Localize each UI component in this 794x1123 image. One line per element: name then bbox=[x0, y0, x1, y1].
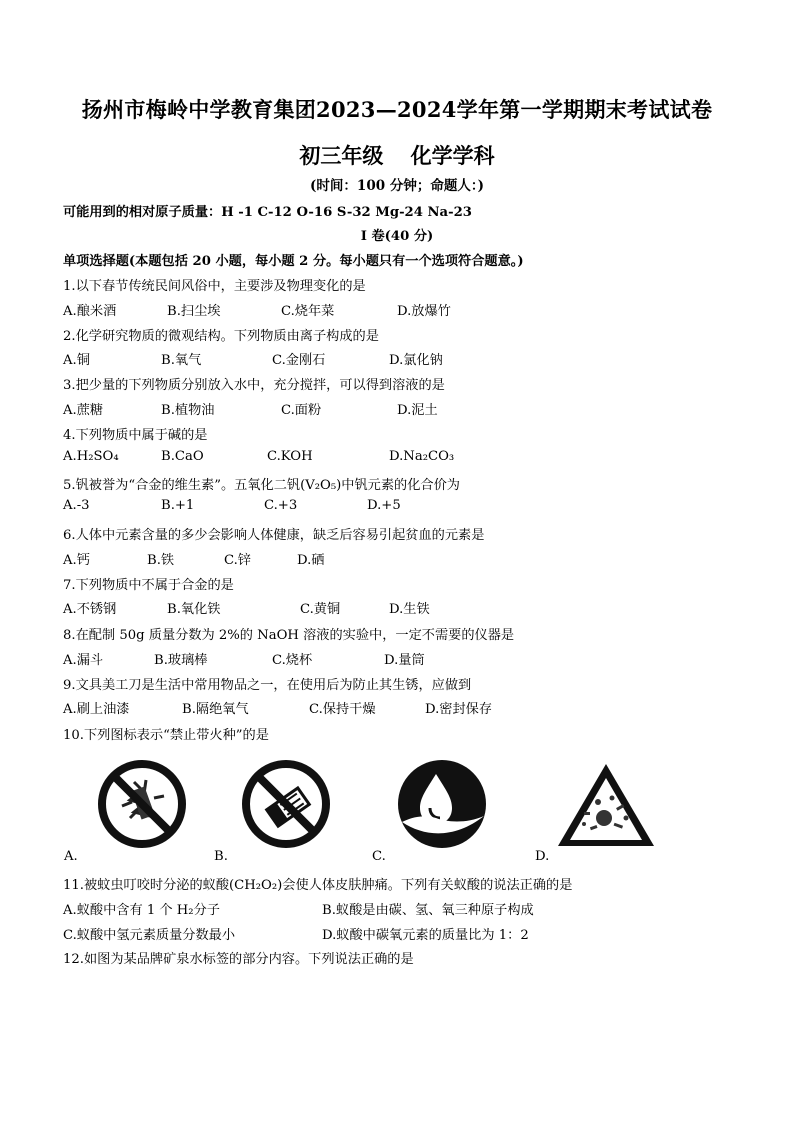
option-b: B.氧化铁 bbox=[167, 602, 221, 617]
option-a: A.铜 bbox=[63, 353, 90, 368]
explosive-hazard-icon bbox=[554, 758, 658, 850]
option-d: D.放爆竹 bbox=[397, 304, 451, 319]
no-lighter-icon bbox=[240, 758, 332, 850]
option-c: C.蚁酸中氢元素质量分数最小 bbox=[63, 928, 236, 943]
option-c: C.+3 bbox=[264, 498, 298, 513]
option-b: B.铁 bbox=[147, 553, 175, 568]
water-saving-icon bbox=[396, 758, 488, 850]
option-b: B. bbox=[214, 849, 228, 864]
option-c: C.金刚石 bbox=[272, 353, 326, 368]
option-b: B.扫尘埃 bbox=[167, 304, 221, 319]
section-title: Ⅰ 卷(40 分) bbox=[360, 229, 434, 244]
question-stem: 5.钒被誉为“合金的维生素”。五氧化二钒(V₂O₅)中钒元素的化合价为 bbox=[63, 478, 460, 493]
option-d: D.密封保存 bbox=[425, 702, 493, 717]
option-c: C.KOH bbox=[267, 449, 313, 464]
option-b: B.+1 bbox=[161, 498, 195, 513]
option-d: D.泥土 bbox=[397, 403, 438, 418]
option-a: A.蔗糖 bbox=[63, 403, 104, 418]
option-b: B.隔绝氧气 bbox=[182, 702, 249, 717]
question-stem: 10.下列图标表示“禁止带火种”的是 bbox=[63, 728, 269, 743]
option-a: A.H₂SO₄ bbox=[63, 449, 119, 464]
option-a: A. bbox=[64, 849, 78, 864]
option-c: C.烧杯 bbox=[272, 653, 313, 668]
option-b: B.玻璃棒 bbox=[154, 653, 208, 668]
option-d: D.蚁酸中碳氧元素的质量比为 1：2 bbox=[322, 928, 529, 943]
question-stem: 2.化学研究物质的微观结构。下列物质由离子构成的是 bbox=[63, 329, 379, 344]
option-a: A.不锈钢 bbox=[63, 602, 117, 617]
option-a: A.蚁酸中含有 1 个 H₂分子 bbox=[63, 903, 220, 918]
option-d: D.生铁 bbox=[389, 602, 430, 617]
option-c: C. bbox=[372, 849, 386, 864]
option-b: B.氧气 bbox=[161, 353, 202, 368]
question-stem: 9.文具美工刀是生活中常用物品之一，在使用后为防止其生锈，应做到 bbox=[63, 678, 472, 693]
question-stem: 8.在配制 50g 质量分数为 2%的 NaOH 溶液的实验中，一定不需要的仪器是 bbox=[63, 628, 515, 643]
option-d: D.氯化钠 bbox=[389, 353, 443, 368]
grade-label: 初三年级 bbox=[299, 143, 384, 168]
option-d: D.+5 bbox=[367, 498, 401, 513]
option-c: C.面粉 bbox=[281, 403, 322, 418]
option-a: A.-3 bbox=[63, 498, 90, 513]
exam-title: 扬州市梅岭中学教育集团2023—2024学年第一学期期末考试试卷 bbox=[81, 97, 713, 122]
option-d: D.Na₂CO₃ bbox=[389, 449, 455, 464]
option-c: C.锌 bbox=[224, 553, 251, 568]
grade-subject bbox=[0, 140, 794, 170]
question-stem: 7.下列物质中不属于合金的是 bbox=[63, 578, 234, 593]
option-d: D. bbox=[535, 849, 550, 864]
option-c: C.黄铜 bbox=[300, 602, 341, 617]
option-a: A.刷上油漆 bbox=[63, 702, 130, 717]
option-b: B.蚁酸是由碳、氢、氧三种原子构成 bbox=[322, 903, 534, 918]
atomic-masses: 可能用到的相对原子质量：H -1 C-12 O-16 S-32 Mg-24 Na-23 bbox=[63, 205, 472, 220]
option-b: B.植物油 bbox=[161, 403, 215, 418]
option-a: A.漏斗 bbox=[63, 653, 104, 668]
question-stem: 12.如图为某品牌矿泉水标签的部分内容。下列说法正确的是 bbox=[63, 952, 414, 967]
option-b: B.CaO bbox=[161, 449, 204, 464]
exam-meta: (时间：100 分钟；命题人：) bbox=[310, 178, 484, 194]
option-d: D.硒 bbox=[297, 553, 325, 568]
no-firework-icon bbox=[96, 758, 188, 850]
instructions: 单项选择题(本题包括 20 小题，每小题 2 分。每小题只有一个选项符合题意。) bbox=[63, 254, 524, 269]
question-stem: 4.下列物质中属于碱的是 bbox=[63, 428, 208, 443]
option-a: A.钙 bbox=[63, 553, 90, 568]
question-stem: 6.人体中元素含量的多少会影响人体健康，缺乏后容易引起贫血的元素是 bbox=[63, 528, 485, 543]
question-stem: 3.把少量的下列物质分别放入水中，充分搅拌，可以得到溶液的是 bbox=[63, 378, 445, 393]
option-c: C.保持干燥 bbox=[309, 702, 376, 717]
question-stem: 11.被蚊虫叮咬时分泌的蚁酸(CH₂O₂)会使人体皮肤肿痛。下列有关蚁酸的说法正确的是 bbox=[63, 878, 573, 893]
option-d: D.量筒 bbox=[384, 653, 425, 668]
question-stem: 1.以下春节传统民间风俗中，主要涉及物理变化的是 bbox=[63, 279, 366, 294]
subject-label: 化学学科 bbox=[410, 143, 495, 168]
option-a: A.酿米酒 bbox=[63, 304, 117, 319]
option-c: C.烧年菜 bbox=[281, 304, 335, 319]
